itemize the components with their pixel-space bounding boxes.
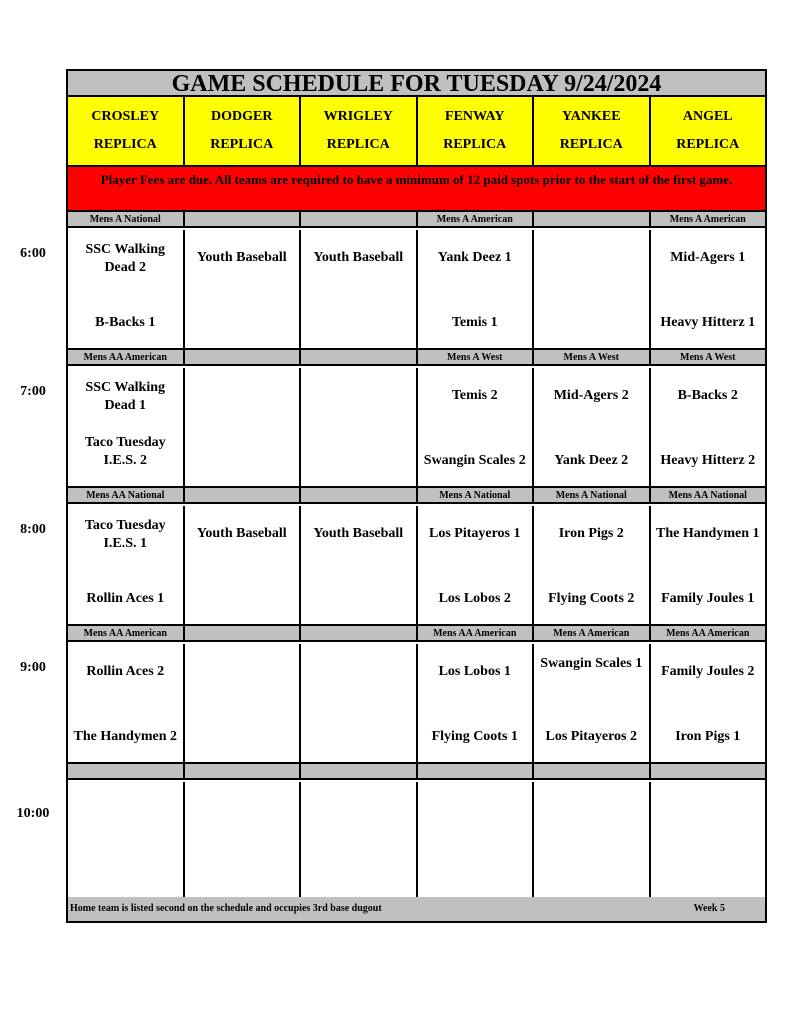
game-cell [301, 506, 418, 624]
field-name: WRIGLEY [323, 109, 393, 124]
fee-notice: Player Fees are due. All teams are required to have a minimum of 12 paid spots prior to the start of the first game. [68, 167, 765, 212]
field-subtitle: REPLICA [559, 137, 623, 152]
game-cell [651, 230, 766, 348]
game-cell [185, 368, 302, 486]
field-name: YANKEE [561, 109, 621, 124]
division-label: Mens AA American [68, 350, 185, 364]
field-header-wrigley [301, 97, 418, 165]
home-team: Taco Tuesday I.E.S. 2 [84, 435, 166, 468]
field-header-crosley [68, 97, 185, 165]
game-cell [534, 368, 651, 486]
away-team: The Handymen 1 [656, 526, 760, 541]
division-label [185, 350, 302, 364]
division-label [185, 488, 302, 502]
division-label [418, 764, 535, 778]
home-team: Rollin Aces 1 [86, 591, 165, 606]
division-label: Mens A National [68, 212, 185, 226]
schedule-title: GAME SCHEDULE FOR TUESDAY 9/24/2024 [68, 71, 765, 97]
division-label: Mens A National [418, 488, 535, 502]
field-subtitle: REPLICA [676, 137, 740, 152]
game-cell [418, 506, 535, 624]
time-label: 10:00 [16, 806, 50, 821]
away-team: Iron Pigs 2 [558, 526, 624, 541]
division-label: Mens A American [534, 626, 651, 640]
away-team: Youth Baseball [313, 526, 404, 541]
away-team: Temis 2 [451, 388, 498, 403]
time-label: 6:00 [20, 246, 46, 261]
game-row [68, 368, 765, 488]
division-label [534, 212, 651, 226]
game-cell [418, 368, 535, 486]
division-label [301, 626, 418, 640]
home-team: Heavy Hitterz 2 [660, 453, 756, 468]
division-label [68, 764, 185, 778]
division-label [301, 764, 418, 778]
away-team: Rollin Aces 2 [86, 664, 165, 679]
game-cell [301, 644, 418, 762]
field-header-row [68, 97, 765, 167]
field-header-fenway [418, 97, 535, 165]
away-team: Los Lobos 1 [438, 664, 511, 679]
division-label: Mens A West [418, 350, 535, 364]
away-team: Taco Tuesday I.E.S. 1 [84, 518, 166, 551]
schedule-sheet [66, 69, 767, 923]
division-label: Mens AA National [668, 490, 747, 501]
home-team: Los Lobos 2 [438, 591, 511, 606]
game-cell [534, 782, 651, 900]
home-team: Iron Pigs 1 [675, 729, 741, 744]
time-label: 7:00 [20, 384, 46, 399]
away-team: Mid-Agers 2 [553, 388, 629, 403]
away-team: Youth Baseball [196, 250, 287, 265]
game-row [68, 506, 765, 626]
home-team: The Handymen 2 [73, 729, 177, 744]
game-cell [418, 782, 535, 900]
division-label: Mens AA American [418, 626, 535, 640]
away-team: Youth Baseball [313, 250, 404, 265]
game-cell [301, 782, 418, 900]
game-cell [534, 506, 651, 624]
schedule-footer [68, 897, 765, 921]
away-team: Swangin Scales 1 [540, 656, 643, 671]
away-team: Youth Baseball [196, 526, 287, 541]
home-team: Yank Deez 2 [554, 453, 629, 468]
game-row [68, 782, 765, 902]
division-label [185, 764, 302, 778]
division-row [68, 764, 765, 780]
field-header-angel [651, 97, 766, 165]
division-label: Mens A West [680, 352, 736, 363]
away-team: Family Joules 2 [661, 664, 755, 679]
division-label: Mens A National [534, 488, 651, 502]
away-team: SSC Walking Dead 1 [85, 380, 165, 413]
game-cell [185, 644, 302, 762]
game-cell [418, 644, 535, 762]
division-label [185, 626, 302, 640]
field-name: ANGEL [682, 109, 733, 124]
division-label [301, 212, 418, 226]
game-row [68, 644, 765, 764]
home-team: Swangin Scales 2 [423, 453, 526, 468]
away-team: B-Backs 2 [677, 388, 738, 403]
game-cell [534, 644, 651, 762]
home-team: Heavy Hitterz 1 [660, 315, 756, 330]
week-label: Week 5 [693, 903, 725, 914]
home-team: Temis 1 [451, 315, 498, 330]
division-row [68, 350, 765, 366]
division-label [301, 488, 418, 502]
game-row [68, 230, 765, 350]
game-cell [651, 782, 766, 900]
home-team: Flying Coots 2 [548, 591, 635, 606]
game-cell [301, 368, 418, 486]
division-row [68, 212, 765, 228]
division-row [68, 626, 765, 642]
home-team: B-Backs 1 [95, 315, 156, 330]
field-subtitle: REPLICA [210, 137, 274, 152]
field-subtitle: REPLICA [326, 137, 390, 152]
time-label: 9:00 [20, 660, 46, 675]
game-cell [68, 368, 185, 486]
time-label: 8:00 [20, 522, 46, 537]
home-team: Los Pitayeros 2 [545, 729, 637, 744]
field-header-yankee [534, 97, 651, 165]
division-label [534, 764, 651, 778]
game-cell [651, 506, 766, 624]
game-cell [301, 230, 418, 348]
field-name: FENWAY [445, 109, 505, 124]
division-label [301, 350, 418, 364]
field-subtitle: REPLICA [93, 137, 157, 152]
game-cell [534, 230, 651, 348]
game-cell [68, 230, 185, 348]
game-cell [185, 782, 302, 900]
game-cell [418, 230, 535, 348]
home-team: Family Joules 1 [661, 591, 755, 606]
game-cell [185, 230, 302, 348]
division-label [185, 212, 302, 226]
home-team: Flying Coots 1 [431, 729, 518, 744]
field-name: CROSLEY [91, 109, 160, 124]
game-cell [651, 368, 766, 486]
game-cell [68, 506, 185, 624]
away-team: Los Pitayeros 1 [428, 526, 521, 541]
field-subtitle: REPLICA [443, 137, 507, 152]
division-label [651, 764, 766, 778]
division-label: Mens A American [669, 214, 746, 225]
game-cell [185, 506, 302, 624]
away-team: SSC Walking Dead 2 [85, 242, 165, 275]
game-cell [68, 644, 185, 762]
field-name: DODGER [211, 109, 273, 124]
division-row [68, 488, 765, 504]
away-team: Yank Deez 1 [437, 250, 512, 265]
division-label: Mens AA National [68, 488, 185, 502]
home-team-note: Home team is listed second on the schedule and occupies 3rd base dugout [70, 903, 382, 914]
away-team: Mid-Agers 1 [670, 250, 746, 265]
game-cell [68, 782, 185, 900]
division-label: Mens AA American [666, 628, 750, 639]
field-header-dodger [185, 97, 302, 165]
division-label: Mens A West [534, 350, 651, 364]
game-cell [651, 644, 766, 762]
division-label: Mens A American [418, 212, 535, 226]
division-label: Mens AA American [68, 626, 185, 640]
